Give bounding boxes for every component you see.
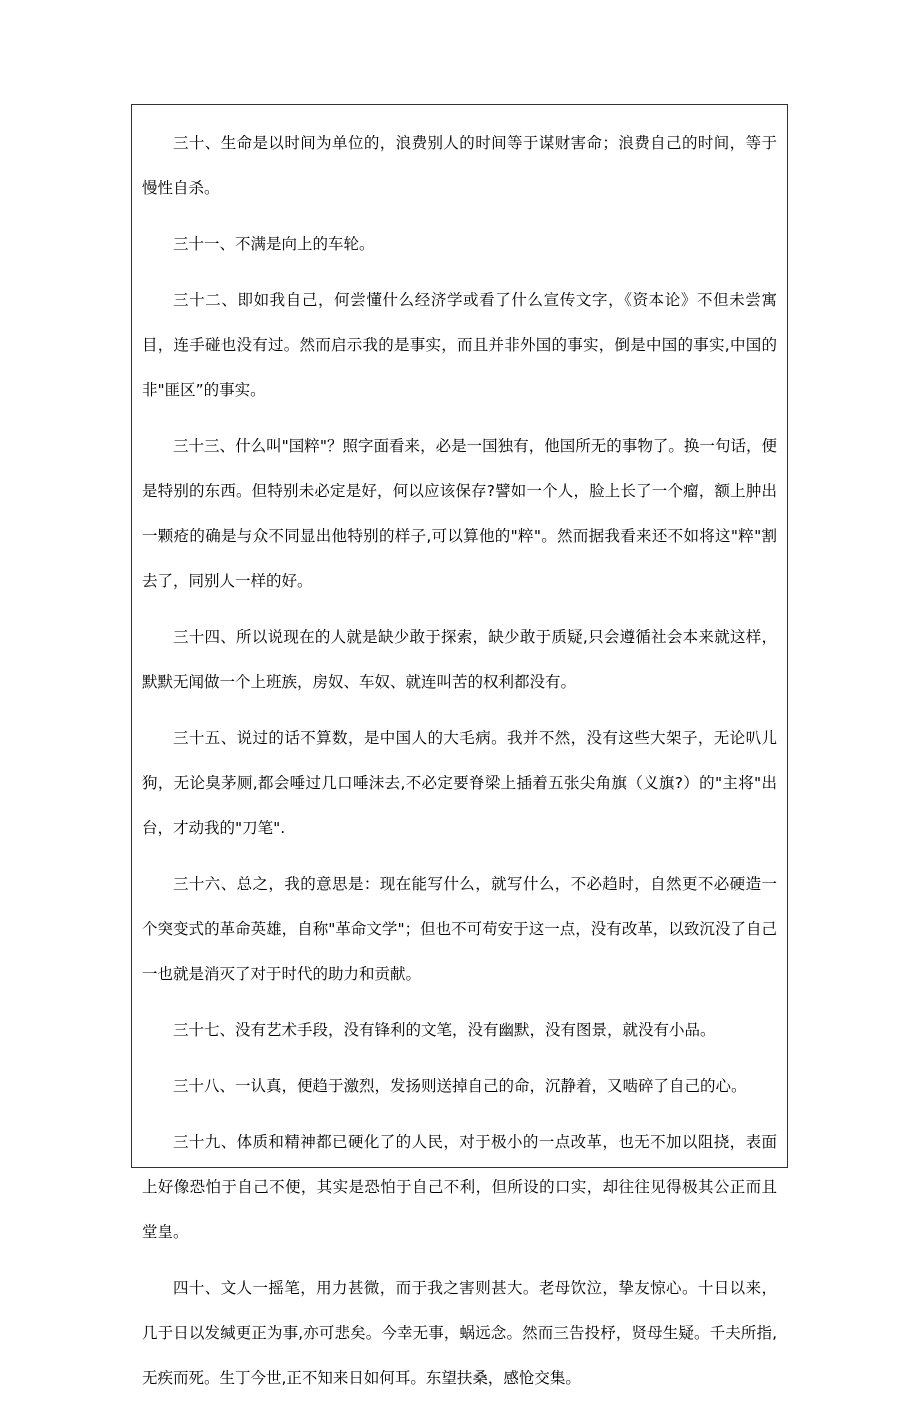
paragraph-39: 三十九、体质和精神都已硬化了的人民，对于极小的一点改革，也无不加以阻挠，表面上好像恐怕于自己不便，其实是恐怕于自己不利，但所设的口实，却往往见得极其公正而且堂皇。 — [142, 1133, 777, 1241]
paragraph-35: 三十五、说过的话不算数，是中国人的大毛病。我并不然，没有这些大架子，无论叭儿狗，无论臭茅厕,都会唾过几口唾沫去,不必定要脊梁上插着五张尖角旗（义旗?）的"主将"出台，才动我的"刀笔". — [142, 729, 777, 837]
paragraph-31: 三十一、不满是向上的车轮。 — [173, 235, 375, 253]
paragraph-30: 三十、生命是以时间为单位的，浪费别人的时间等于谋财害命；浪费自己的时间，等于慢性自杀。 — [142, 134, 777, 197]
paragraph-40: 四十、文人一摇笔，用力甚微，而于我之害则甚大。老母饮泣，挚友惊心。十日以来，几于日以发缄更正为事,亦可悲矣。今幸无事，蜗远念。然而三告投杼，贤母生疑。千夫所指,无疾而死。生丁今世,正不知来日如何耳。东望扶桑，感怆交集。 — [142, 1279, 777, 1387]
paragraph-33: 三十三、什么叫"国粹"？照字面看来，必是一国独有，他国所无的事物了。换一句话，便是特别的东西。但特别未必定是好，何以应该保存?譬如一个人，脸上长了一个瘤，额上肿出一颗疮的确是与众不同显出他特别的样子,可以算他的"粹"。然而据我看来还不如将这"粹"割去了，同别人一样的好。 — [142, 437, 777, 590]
paragraph-37: 三十七、没有艺术手段，没有锋利的文笔，没有幽默，没有图景，就没有小品。 — [173, 1021, 716, 1039]
paragraph-38: 三十八、一认真，便趋于激烈，发扬则送掉自己的命，沉静着，又啮碎了自己的心。 — [173, 1077, 747, 1095]
paragraph-36: 三十六、总之，我的意思是：现在能写什么，就写什么，不必趋时，自然更不必硬造一个突变式的革命英雄，自称"革命文学"；但也不可苟安于这一点，没有改革，以致沉没了自己一也就是消灭了对于时代的助力和贡献。 — [142, 875, 777, 983]
paragraph-34: 三十四、所以说现在的人就是缺少敢于探索，缺少敢于质疑,只会遵循社会本来就这样，默默无闻做一个上班族，房奴、车奴、就连叫苦的权利都没有。 — [142, 628, 777, 691]
document-body — [132, 121, 787, 1412]
paragraph-32: 三十二、即如我自己，何尝懂什么经济学或看了什么宣传文字，《资本论》不但未尝寓目，连手碰也没有过。然而启示我的是事实，而且并非外国的事实，倒是中国的事实,中国的非"匪区”的事实。 — [142, 291, 777, 399]
page-frame — [131, 104, 788, 1387]
